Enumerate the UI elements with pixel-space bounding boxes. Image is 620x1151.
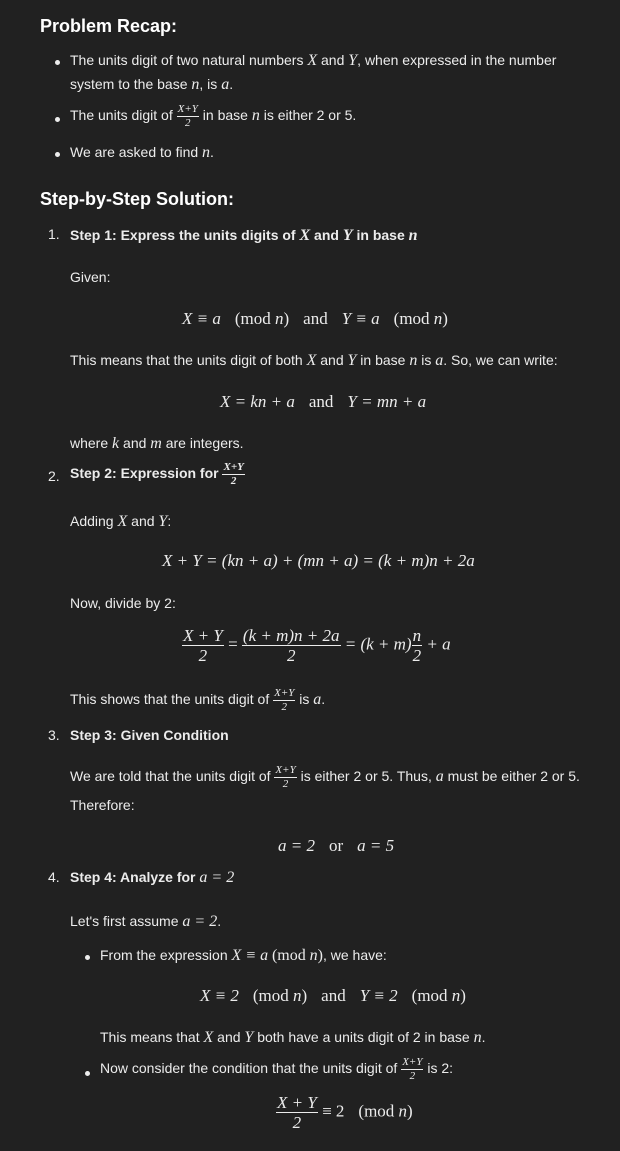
bullet (55, 152, 60, 157)
bullet (55, 117, 60, 122)
step-4-title: Step 4: Analyze for a = 2 (70, 869, 235, 886)
linear-equation: X = kn + a and Y = mn + a (220, 392, 427, 411)
consider-text: Now consider the condition that the units digit of $\frac{X+Y}{2}$ is 2: (100, 1056, 454, 1082)
final-equation: $\frac{X + Y}{2}$ ≡ 2 (mod n) (277, 1093, 413, 1132)
given-text: Given: (70, 269, 111, 285)
step-number: 2. (48, 468, 60, 484)
recap-item-3: We are asked to find n. (70, 144, 214, 161)
recap-item-1-cont: system to the base n, is a. (70, 76, 234, 93)
recap-item-1: The units digit of two natural numbers X and Y, when expressed in the number (70, 52, 557, 69)
where-text: where k and m are integers. (70, 435, 244, 452)
assume-text: Let's first assume a = 2. (70, 913, 222, 930)
told-text: We are told that the units digit of $\frac{X+Y}{2}$ is either 2 or 5. Thus, a must be either 2 or 5. (70, 764, 580, 790)
sum-equation: X + Y = (kn + a) + (mn + a) = (k + m)n + 2a (162, 551, 475, 570)
step-number: 3. (48, 727, 60, 743)
step-3-title: Step 3: Given Condition (70, 727, 229, 743)
shows-text: This shows that the units digit of $\frac{X+Y}{2}$ is a. (70, 687, 326, 713)
bullet (85, 1071, 90, 1076)
step-number: 1. (48, 226, 60, 242)
solution-heading: Step-by-Step Solution: (40, 189, 234, 209)
both-text: This means that X and Y both have a units digit of 2 in base n. (100, 1029, 486, 1046)
recap-item-2: The units digit of $\frac{X+Y}{2}$ in base n is either 2 or 5. (70, 103, 357, 129)
means-text: This means that the units digit of both X and Y in base n is a. So, we can write: (70, 352, 558, 369)
therefore-text: Therefore: (70, 797, 135, 813)
bullet (85, 955, 90, 960)
step-2-title: Step 2: Expression for $\frac{X+Y}{2}$ (70, 461, 244, 487)
a-values-equation: a = 2 or a = 5 (278, 836, 395, 855)
recap-heading: Problem Recap: (40, 16, 178, 36)
mod2-equation: X ≡ 2 (mod n) and Y ≡ 2 (mod n) (200, 986, 466, 1005)
division-equation: $\frac{X + Y}{2}$ = $\frac{(k + m)n + 2a}{2}$ = (k + m) $\frac{n}{2}$ + a (183, 626, 451, 665)
adding-text: Adding X and Y: (70, 513, 172, 530)
from-text: From the expression X ≡ a (mod n), we have: (100, 947, 387, 964)
step-number: 4. (48, 869, 60, 885)
congruence-equation: X ≡ a (mod n) and Y ≡ a (mod n) (182, 309, 448, 328)
bullet (55, 60, 60, 65)
divide-text: Now, divide by 2: (70, 595, 176, 611)
step-1-title: Step 1: Express the units digits of X and Y in base n (70, 227, 418, 244)
